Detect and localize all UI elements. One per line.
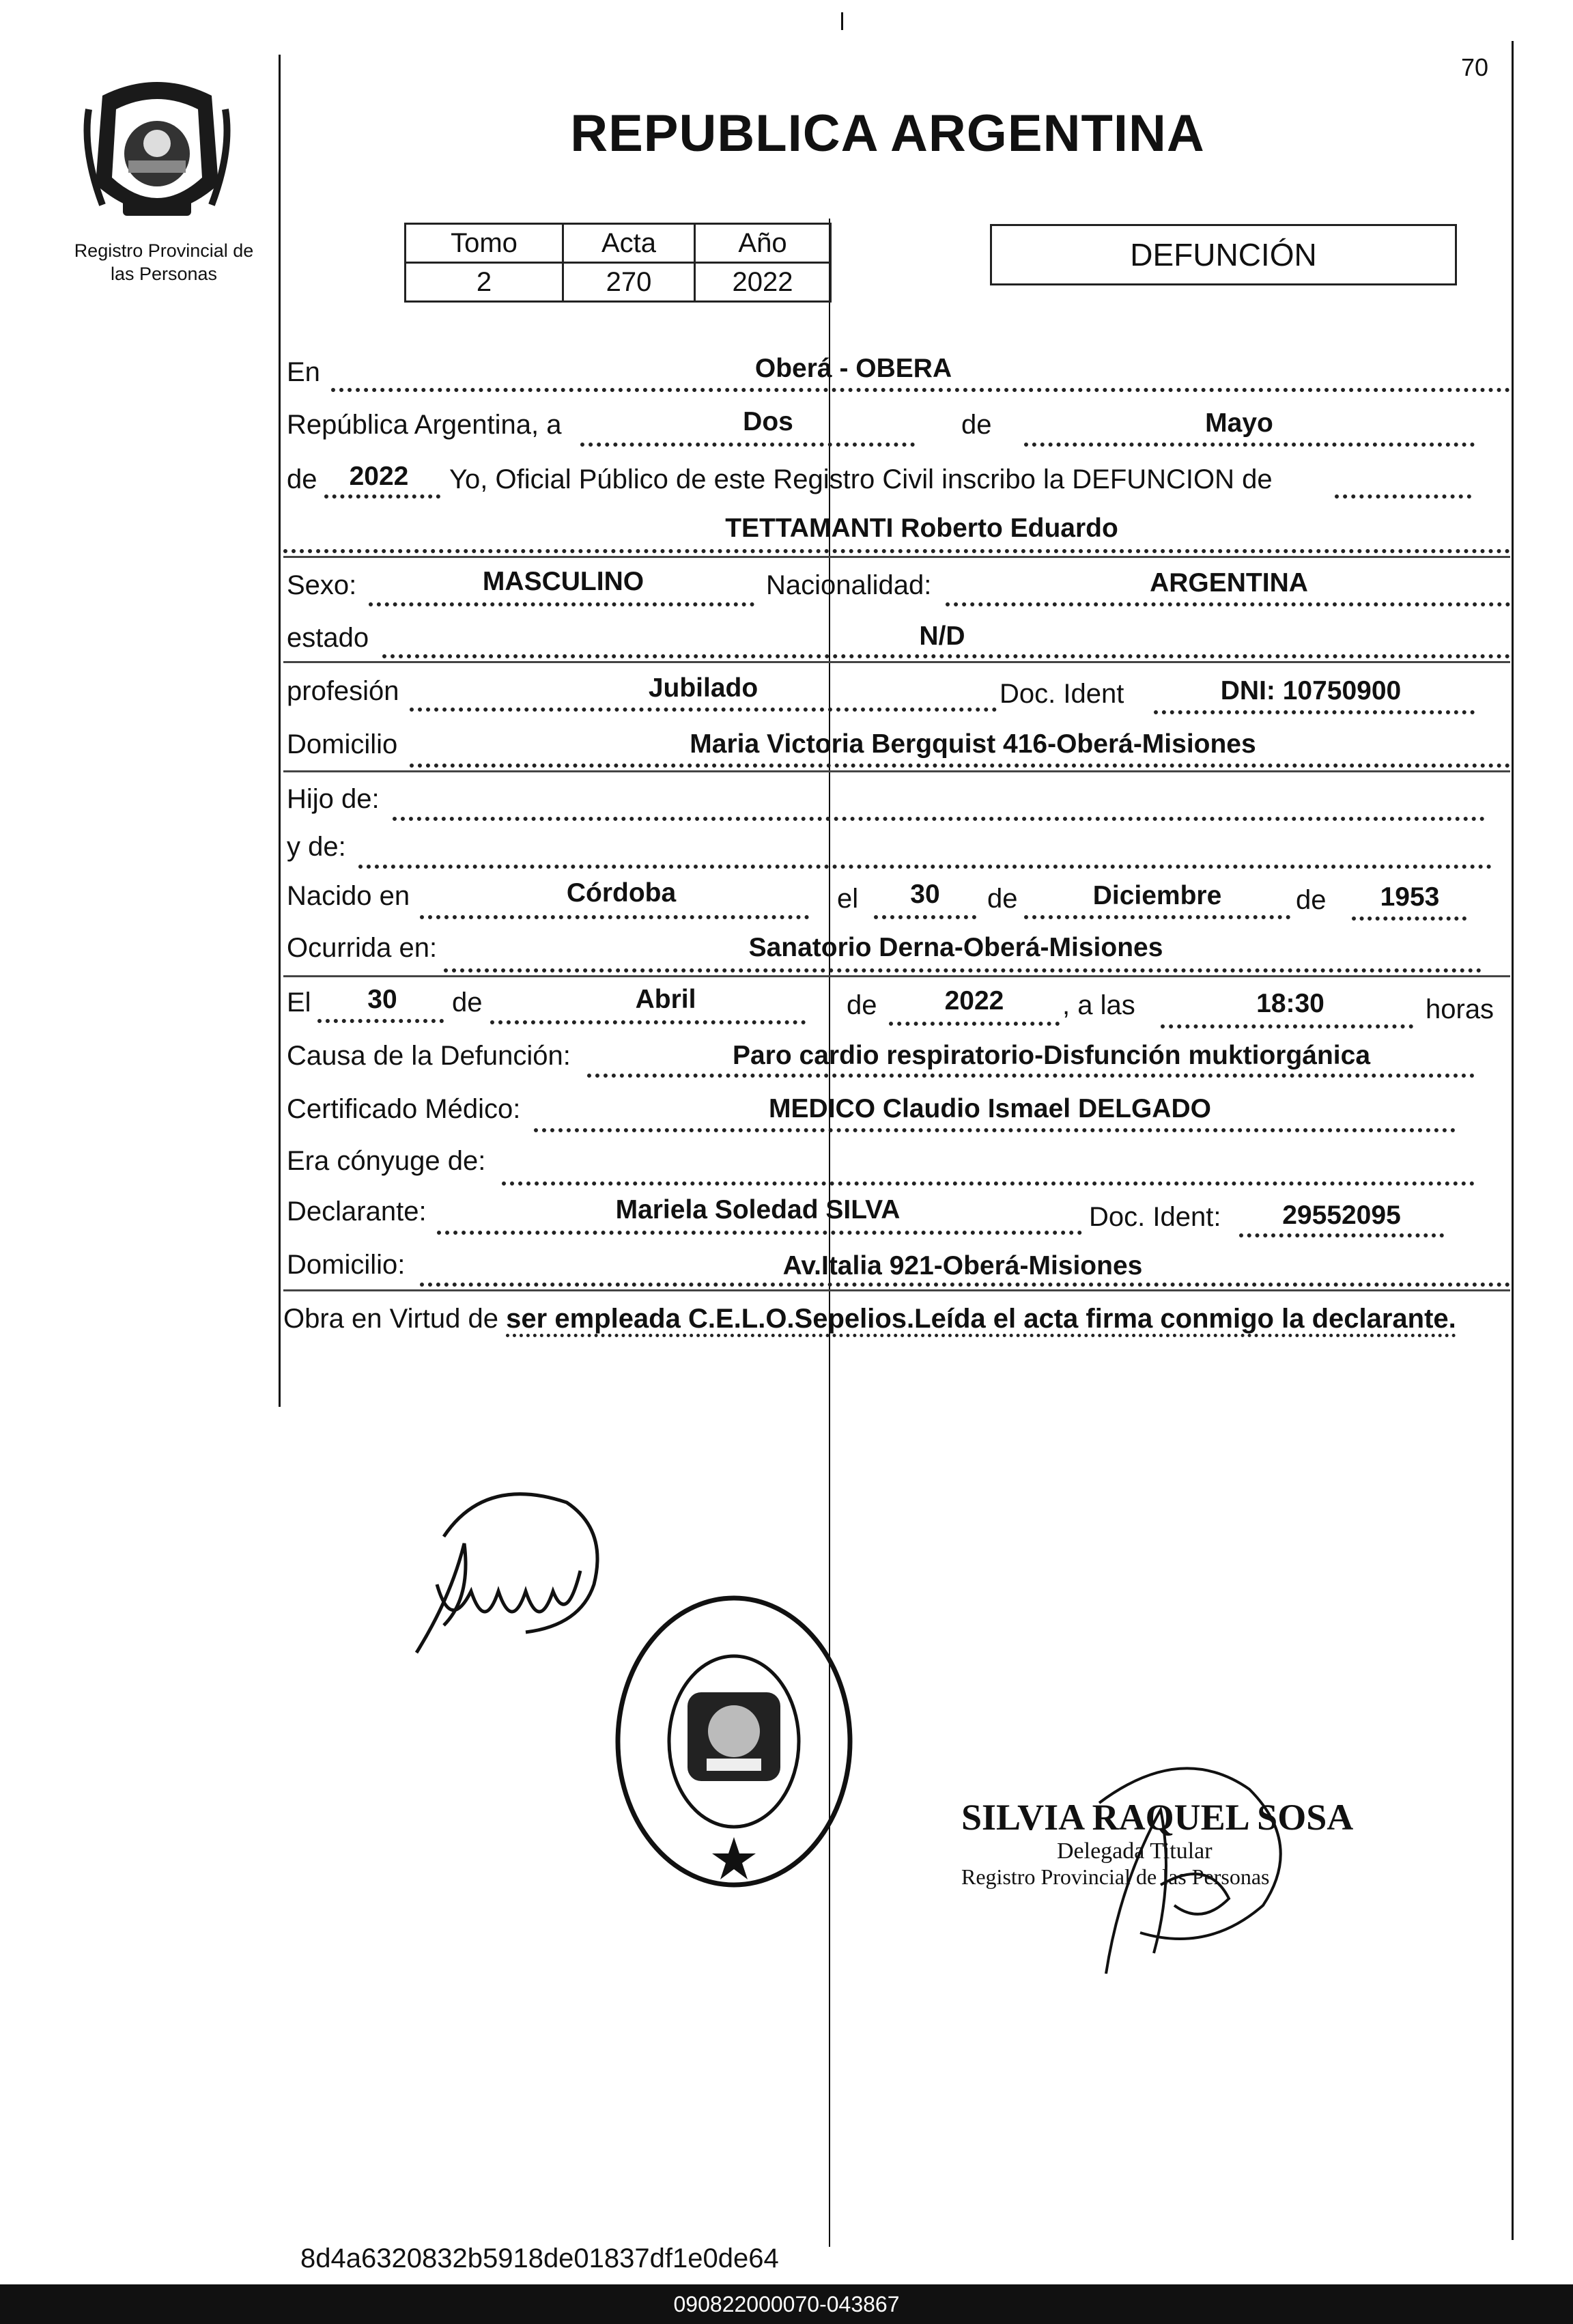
label-de-death-year: de [847,990,877,1020]
signatory-name: SILVIA RAQUEL SOSA [961,1797,1354,1838]
address-value: Maria Victoria Bergquist 416-Oberá-Misiones [690,729,1256,759]
day-words-value: Dos [743,407,793,436]
death-time-value: 18:30 [1256,989,1324,1018]
dots-nacido-en [420,915,809,919]
label-domicilio-declarante: Domicilio: [287,1250,406,1280]
declarant-doc-value: 29552095 [1282,1201,1401,1230]
registry-table-value-row [406,263,831,302]
death-year-value: 2022 [944,986,1004,1016]
signatory-agency: Registro Provincial de las Personas [961,1864,1270,1889]
separator [283,556,1510,558]
dots-declarant-doc [1239,1233,1444,1237]
record-type-box: DEFUNCIÓN [990,224,1457,285]
birth-place-value: Córdoba [566,878,677,908]
dots-certificado [534,1128,1456,1132]
dots-estado [382,654,1510,658]
dots-year [324,494,440,499]
label-yo-oficial: Yo, Oficial Público de este Registro Civil inscribo la DEFUNCION de [449,464,1273,494]
dots-conyuge [502,1181,1475,1186]
dots-death-day [317,1019,444,1023]
death-day-value: 30 [367,985,397,1014]
dots-y-de [358,865,1492,869]
dots-doc-ident [1154,710,1475,714]
label-doc-ident: Doc. Ident [1000,679,1124,709]
document-code-bar: 090822000070-043867 [0,2284,1573,2324]
label-nacionalidad: Nacionalidad: [766,570,932,600]
dots-nacionalidad [946,602,1510,606]
agency-name-line1: Registro Provincial de [74,240,254,261]
dots-domicilio [410,764,1510,768]
dots-name [283,549,1510,553]
label-de-month: de [961,410,992,440]
nationality-value: ARGENTINA [1150,568,1308,598]
separator [283,975,1510,977]
label-de-birth-month: de [987,884,1018,914]
anio-header: Año [695,224,831,263]
label-de-year: de [287,464,317,494]
dots-month [1024,443,1475,447]
year-value: 2022 [349,462,409,491]
marital-status-value: N/D [919,621,965,651]
dots-domicilio-declarante [420,1283,1510,1287]
place-value: Oberá - OBERA [754,354,952,383]
cause-value: Paro cardio respiratorio-Disfunción muktiorgánica [732,1041,1371,1070]
dots-ocurrida-en [444,968,1482,972]
label-sexo: Sexo: [287,570,357,600]
page-title: REPUBLICA ARGENTINA [570,104,1205,163]
registry-stamp-icon [611,1591,857,1892]
label-y-de: y de: [287,832,346,862]
provincial-seal-icon [75,68,239,232]
tomo-header: Tomo [406,224,563,263]
label-de-birth-year: de [1296,885,1327,915]
dots-causa [587,1074,1475,1078]
doc-id-value: DNI: 10750900 [1220,676,1402,705]
registry-table [404,223,832,303]
dots-birth-year [1352,916,1466,921]
top-mark [841,12,843,30]
label-profesion: profesión [287,676,399,706]
death-place-value: Sanatorio Derna-Oberá-Misiones [748,933,1163,962]
label-horas: horas [1426,994,1494,1024]
declarant-address-value: Av.Italia 921-Oberá-Misiones [782,1251,1143,1280]
label-certificado: Certificado Médico: [287,1094,521,1124]
dots-birth-day [874,915,976,919]
dots-hijo-de [393,817,1485,821]
acta-value: 270 [563,263,695,302]
dots-declarante [437,1231,1082,1235]
medical-certificate-value: MEDICO Claudio Ismael DELGADO [769,1094,1211,1123]
label-doc-ident-declarante: Doc. Ident: [1089,1202,1221,1232]
label-declarante: Declarante: [287,1196,427,1227]
signatory-role: Delegada Titular [1057,1838,1213,1864]
sex-value: MASCULINO [482,567,644,596]
label-domicilio: Domicilio [287,729,398,759]
dots-en [331,388,1510,392]
birth-month-value: Diciembre [1092,881,1222,910]
dots-sexo [369,602,754,606]
label-hijo-de: Hijo de: [287,784,380,814]
label-de-death-month: de [452,988,483,1018]
obra-en-virtud-paragraph [283,1301,1509,1336]
obra-text-value: ser empleada C.E.L.O.Sepelios.Leída el acta firma conmigo la declarante. [506,1304,1456,1337]
label-estado: estado [287,623,369,653]
document-hash: 8d4a6320832b5918de01837df1e0de64 [300,2243,779,2273]
deceased-name-value: TETTAMANTI Roberto Eduardo [725,514,1118,543]
agency-name-line2: las Personas [110,264,218,284]
birth-year-value: 1953 [1380,882,1440,912]
label-nacido-en: Nacido en [287,881,410,911]
label-republica: República Argentina, a [287,410,562,440]
signature-block [961,1796,1353,1890]
separator [283,1289,1510,1291]
label-ocurrida-en: Ocurrida en: [287,933,438,963]
separator [283,770,1510,772]
label-el: el [837,884,859,914]
anio-value: 2022 [695,263,831,302]
dots-death-year [889,1022,1060,1026]
acta-header: Acta [563,224,695,263]
death-month-value: Abril [635,985,696,1014]
registry-table-header-row [406,224,831,263]
month-value: Mayo [1205,408,1273,438]
label-en: En [287,357,320,387]
label-el-cap: El [287,988,311,1018]
label-obra-en-virtud: Obra en Virtud de [283,1304,499,1334]
dots-day [580,443,915,447]
birth-day-value: 30 [910,880,940,909]
dots-yo [1335,494,1471,499]
dots-death-time [1161,1024,1413,1028]
agency-name [27,239,300,285]
label-conyuge: Era cónyuge de: [287,1146,486,1176]
dots-birth-month [1024,915,1290,919]
dots-profesion [410,708,997,712]
separator [283,661,1510,663]
profession-value: Jubilado [648,673,759,703]
dots-death-month [490,1020,806,1024]
declarant-value: Mariela Soledad SILVA [615,1195,901,1224]
right-margin-rule [1512,41,1514,2240]
declarant-signature [375,1461,621,1666]
label-causa: Causa de la Defunción: [287,1041,571,1071]
tomo-value: 2 [406,263,563,302]
label-a-las: , a las [1062,990,1135,1020]
page-number: 70 [1461,53,1489,81]
